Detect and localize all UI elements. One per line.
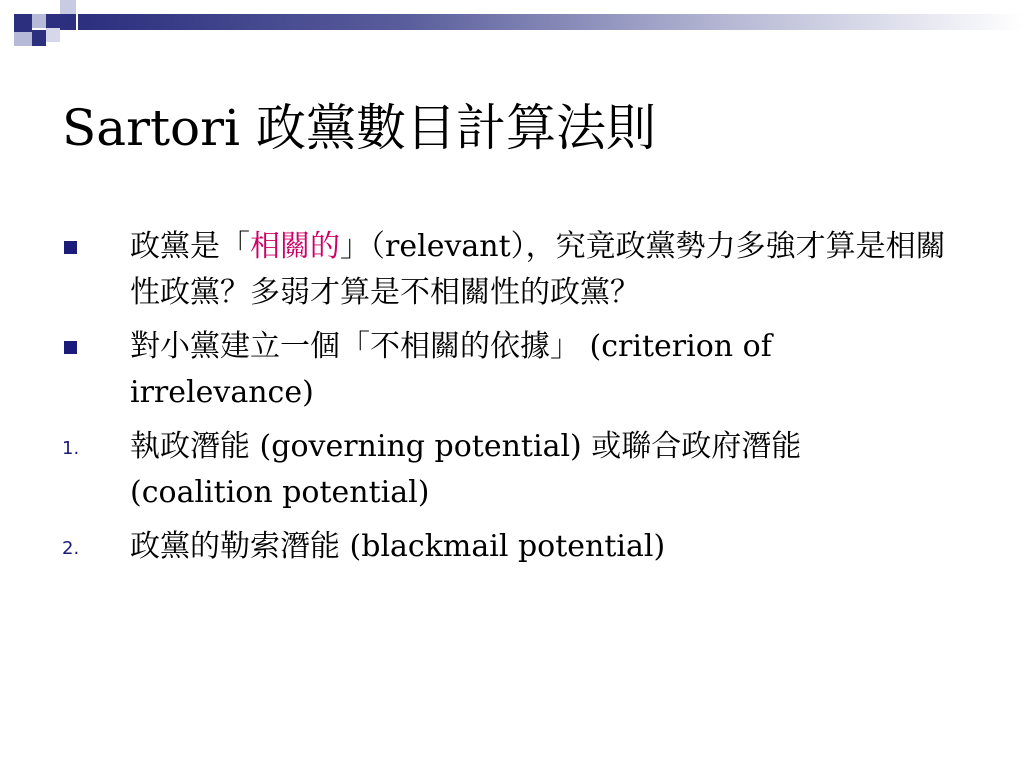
header-decoration-square xyxy=(32,14,46,28)
item-text-before: 政黨是「 xyxy=(130,229,250,264)
item-number: 2. xyxy=(62,538,80,559)
slide-body xyxy=(62,224,952,578)
bullet-item-criterion xyxy=(62,324,952,416)
numbered-item-1 xyxy=(62,424,952,516)
item-text: 對小黨建立一個「不相關的依據」 (criterion of irrelevance) xyxy=(130,329,772,410)
header-decoration-square xyxy=(46,14,60,28)
header-decoration-square xyxy=(32,30,46,46)
bullet-marker xyxy=(62,224,102,270)
bullet-item-relevant xyxy=(62,224,952,316)
numbered-item-2 xyxy=(62,524,952,570)
item-text: 政黨的勒索潛能 (blackmail potential) xyxy=(130,529,666,564)
header-decoration-square xyxy=(46,28,60,42)
header-decoration-square xyxy=(14,14,32,32)
item-text: 執政潛能 (governing potential) 或聯合政府潛能 (coalition potential) xyxy=(130,429,802,510)
item-text-after: 」（relevant），究竟政黨勢力多強才算是相關性政黨？多弱才算是不相關性的政黨？ xyxy=(130,229,946,310)
slide-title: Sartori 政黨數目計算法則 xyxy=(62,99,656,157)
header-decoration-square xyxy=(60,14,76,30)
item-number: 1. xyxy=(62,438,80,459)
number-marker xyxy=(62,424,102,470)
item-highlight-text: 相關的 xyxy=(250,229,340,264)
bullet-marker xyxy=(62,324,102,370)
header-decoration-square xyxy=(14,32,32,46)
square-bullet-icon xyxy=(64,241,77,254)
square-bullet-icon xyxy=(64,341,77,354)
number-marker xyxy=(62,524,102,570)
header-gradient-bar xyxy=(78,14,1024,30)
header-decoration-square xyxy=(60,0,76,14)
